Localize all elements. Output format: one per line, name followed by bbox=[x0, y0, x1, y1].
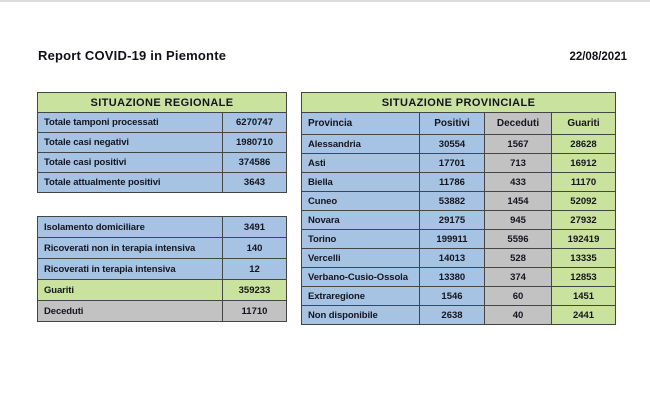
table-row bbox=[302, 135, 616, 154]
table-row bbox=[38, 217, 287, 238]
row-value: 3643 bbox=[223, 173, 287, 193]
cell-positivi: 17701 bbox=[420, 154, 485, 173]
table-row bbox=[38, 238, 287, 259]
cell-positivi: 11786 bbox=[420, 173, 485, 192]
table-row-deceduti bbox=[38, 301, 287, 322]
table-header-row bbox=[302, 93, 616, 113]
cell-deceduti: 713 bbox=[485, 154, 552, 173]
cell-deceduti: 5596 bbox=[485, 230, 552, 249]
cell-guariti: 2441 bbox=[552, 306, 616, 325]
cell-guariti: 1451 bbox=[552, 287, 616, 306]
provincial-table bbox=[301, 92, 616, 325]
table-row bbox=[302, 306, 616, 325]
column-header-deceduti: Deceduti bbox=[485, 113, 552, 135]
table-header-row bbox=[38, 93, 287, 113]
cell-guariti: 12853 bbox=[552, 268, 616, 287]
table-row bbox=[302, 249, 616, 268]
cell-guariti: 16912 bbox=[552, 154, 616, 173]
table-row bbox=[38, 173, 287, 193]
table-row-guariti bbox=[38, 280, 287, 301]
regional-section-title: SITUAZIONE REGIONALE bbox=[38, 93, 287, 113]
cell-deceduti: 945 bbox=[485, 211, 552, 230]
row-value: 359233 bbox=[223, 280, 287, 301]
cell-deceduti: 433 bbox=[485, 173, 552, 192]
table-row bbox=[302, 287, 616, 306]
report-date: 22/08/2021 bbox=[569, 51, 627, 63]
column-header-row bbox=[302, 113, 616, 135]
cell-provincia: Non disponibile bbox=[302, 306, 420, 325]
cell-guariti: 52092 bbox=[552, 192, 616, 211]
row-label: Ricoverati in terapia intensiva bbox=[38, 259, 223, 280]
table-row bbox=[38, 259, 287, 280]
screenshot-top-border bbox=[0, 0, 650, 2]
cell-deceduti: 374 bbox=[485, 268, 552, 287]
cell-positivi: 14013 bbox=[420, 249, 485, 268]
row-value: 3491 bbox=[223, 217, 287, 238]
cell-positivi: 29175 bbox=[420, 211, 485, 230]
column-header-provincia: Provincia bbox=[302, 113, 420, 135]
cell-provincia: Cuneo bbox=[302, 192, 420, 211]
table-row bbox=[302, 192, 616, 211]
cell-provincia: Extraregione bbox=[302, 287, 420, 306]
cell-provincia: Torino bbox=[302, 230, 420, 249]
cell-provincia: Asti bbox=[302, 154, 420, 173]
cell-positivi: 30554 bbox=[420, 135, 485, 154]
table-row bbox=[302, 154, 616, 173]
column-header-positivi: Positivi bbox=[420, 113, 485, 135]
cell-deceduti: 40 bbox=[485, 306, 552, 325]
cell-positivi: 199911 bbox=[420, 230, 485, 249]
regional-totals-table bbox=[37, 92, 287, 193]
table-row bbox=[38, 113, 287, 133]
cell-deceduti: 1567 bbox=[485, 135, 552, 154]
cell-provincia: Verbano-Cusio-Ossola bbox=[302, 268, 420, 287]
row-value: 1980710 bbox=[223, 133, 287, 153]
cell-deceduti: 60 bbox=[485, 287, 552, 306]
row-value: 140 bbox=[223, 238, 287, 259]
row-value: 11710 bbox=[223, 301, 287, 322]
table-row bbox=[38, 153, 287, 173]
provincial-section-title: SITUAZIONE PROVINCIALE bbox=[302, 93, 616, 113]
cell-positivi: 13380 bbox=[420, 268, 485, 287]
table-row bbox=[302, 268, 616, 287]
cell-guariti: 192419 bbox=[552, 230, 616, 249]
cell-provincia: Novara bbox=[302, 211, 420, 230]
table-row bbox=[38, 133, 287, 153]
row-value: 12 bbox=[223, 259, 287, 280]
cell-positivi: 1546 bbox=[420, 287, 485, 306]
regional-breakdown-table bbox=[37, 216, 287, 322]
cell-deceduti: 528 bbox=[485, 249, 552, 268]
table-row bbox=[302, 230, 616, 249]
row-label: Totale attualmente positivi bbox=[38, 173, 223, 193]
row-label: Guariti bbox=[38, 280, 223, 301]
column-header-guariti: Guariti bbox=[552, 113, 616, 135]
row-label: Isolamento domiciliare bbox=[38, 217, 223, 238]
row-label: Totale casi negativi bbox=[38, 133, 223, 153]
row-label: Totale casi positivi bbox=[38, 153, 223, 173]
cell-guariti: 11170 bbox=[552, 173, 616, 192]
row-value: 374586 bbox=[223, 153, 287, 173]
row-label: Totale tamponi processati bbox=[38, 113, 223, 133]
row-label: Ricoverati non in terapia intensiva bbox=[38, 238, 223, 259]
cell-deceduti: 1454 bbox=[485, 192, 552, 211]
row-value: 6270747 bbox=[223, 113, 287, 133]
row-label: Deceduti bbox=[38, 301, 223, 322]
cell-positivi: 53882 bbox=[420, 192, 485, 211]
cell-guariti: 13335 bbox=[552, 249, 616, 268]
table-row bbox=[302, 211, 616, 230]
cell-guariti: 27932 bbox=[552, 211, 616, 230]
cell-provincia: Alessandria bbox=[302, 135, 420, 154]
cell-provincia: Vercelli bbox=[302, 249, 420, 268]
cell-provincia: Biella bbox=[302, 173, 420, 192]
page-title: Report COVID-19 in Piemonte bbox=[38, 48, 227, 63]
table-row bbox=[302, 173, 616, 192]
cell-guariti: 28628 bbox=[552, 135, 616, 154]
cell-positivi: 2638 bbox=[420, 306, 485, 325]
